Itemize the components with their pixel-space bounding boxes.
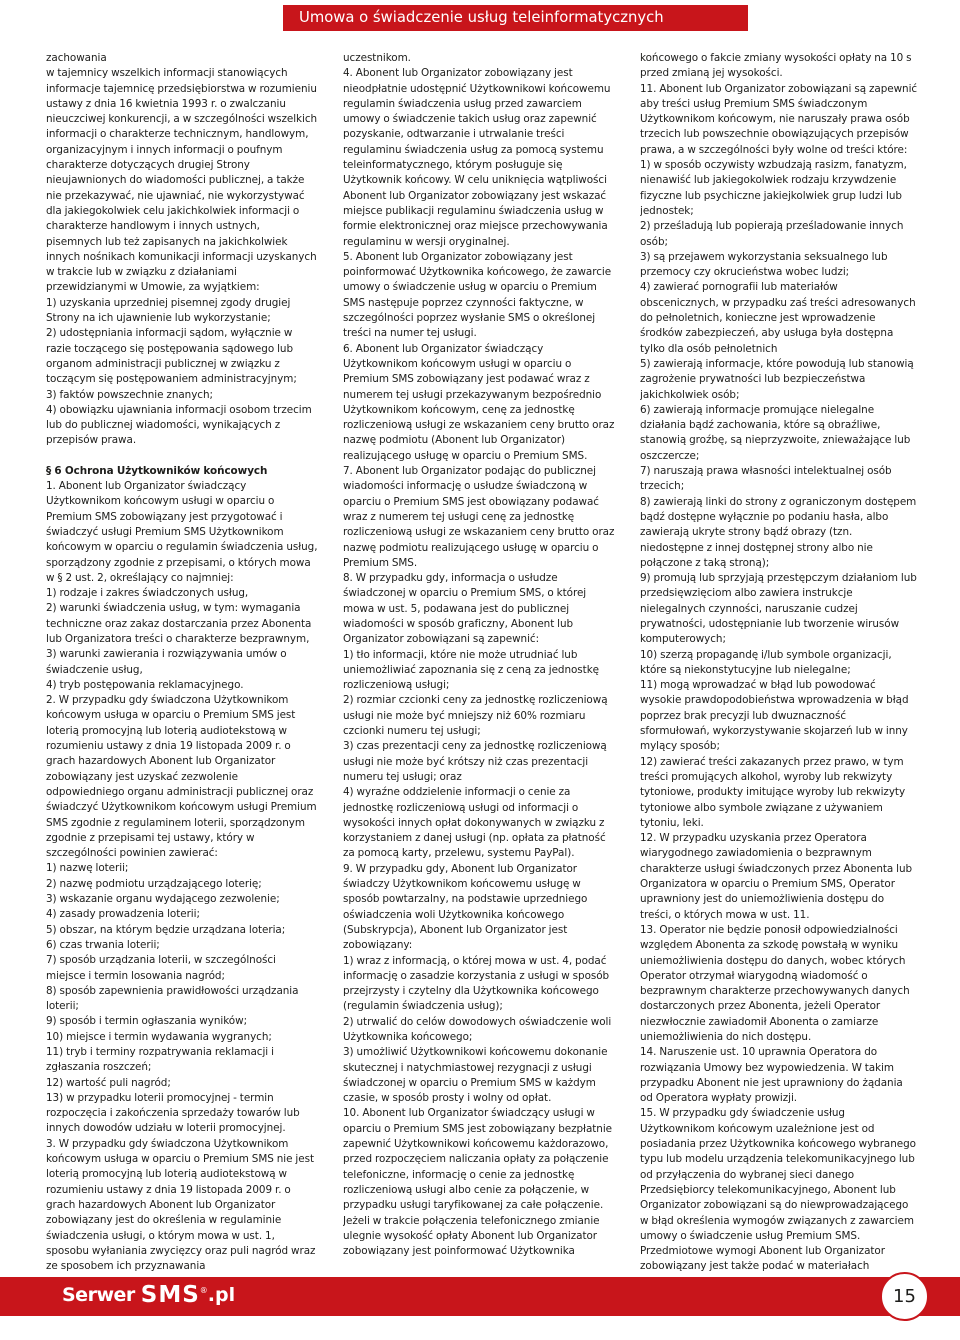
logo-tld: .pl: [207, 1284, 236, 1306]
paragraph: 1) uzyskania uprzedniej pisemnej zgody drugiej Strony na ich ujawnienie lub wykorzystanie;: [46, 296, 291, 325]
paragraph: 5. Abonent lub Organizator zobowiązany jest poinformować Użytkownika końcowego, że zawarcie umowy o świadczenie usług w oparciu o Premium SMS następuje poprzez czynności faktyczne, w szczególności poprzez wysłanie SMS o określonej treści na numer tej usługi.: [343, 250, 612, 340]
paragraph: 1) w sposób oczywisty wzbudzają rasizm, fanatyzm, nienawiść lub jakiegokolwiek rodzaju krzywdzenie fizyczne lub psychiczne jakiejkolwiek grup ludzi lub jednostek;: [640, 159, 907, 217]
header-bar: [283, 5, 748, 31]
paragraph: 10. Abonent lub Organizator świadczący usługi w oparciu o Premium SMS jest zobowiązany bezpłatnie zapewnić Użytkownikowi końcowemu każdorazowo, przed rozpoczęciem naliczania opłaty za połączenie telefoniczne, informację o cenie za jednostkę rozliczeniową usługi albo cenie za połączenie, w przypadku usługi taryfikowanej za całe połączenie. Jeżeli w trakcie połączenia telefonicznego zmianie ulegnie wysokość opłaty Abonent lub Organizator zobowiązany jest poinformować Użytkownika: [343, 1107, 613, 1258]
paragraph: 2) udostępniania informacji sądom, wyłącznie w razie toczącego się postępowania sądowego lub organom administracji publicznej w związku z toczącym się postępowaniem administracyjnym;: [46, 327, 297, 386]
column-1: [46, 51, 318, 1271]
paragraph: 1) wraz z informacją, o której mowa w ust. 4, podać informację o zasadzie korzystania z usługi w sposób przejrzysty i czytelny dla Użytkownika końcowego (regulamin świadczenia usług);: [343, 954, 610, 1013]
paragraph: 6) zawierają informacje promujące nielegalne działania bądź zachowania, które są obraźliwe, stanowią groźbę, są nieprzyzwoite, znieważające lub oszczercze;: [640, 403, 911, 462]
paragraph: zachowania: [46, 52, 107, 64]
paragraph: 3) wskazanie organu wydającego zezwolenie;: [46, 893, 280, 906]
paragraph: 5) obszar, na którym będzie urządzana loteria;: [46, 923, 286, 936]
paragraph: 14. Naruszenie ust. 10 uprawnia Operatora do rozwiązania Umowy bez wypowiedzenia. W takim przypadku Abonent nie jest uprawniony do żądania od Operatora wypłaty prowizji.: [640, 1046, 903, 1105]
paragraph: 2) prześladują lub popierają prześladowanie innych osób;: [640, 220, 904, 248]
paragraph: 9) promują lub sprzyjają przestępczym działaniom lub przedsięwzięciom albo zawiera instrukcje nielegalnych czynności, naruszanie cudzej prywatności, udostępnianie lub tworzenie wirusów komputerowych;: [640, 572, 917, 646]
paragraph: 15. W przypadku gdy świadczenie usług Użytkownikom końcowym uzależnione jest od posiadania przez Użytkownika końcowego wybranego typu lub modelu urządzenia telekomunikacyjnego lub od przyłączenia do wybranej sieci danego Przedsiębiorcy telekomunikacyjnego, Abonent lub Organizator zobowiązani są do niewprowadzającego w błąd określenia wymogów związanych z zawarciem umowy o świadczenie usług Premium SMS. Przedmiotowe wymogi Abonent lub Organizator zobowiązany jest także podać w materiałach: [640, 1107, 916, 1271]
serwersms-logo: [62, 1279, 235, 1311]
paragraph: 4) zawierać pornografii lub materiałów obscenicznych, w przypadku zaś treści adresowanych do pełnoletnich, konieczne jest wprowadzenie środków zabezpieczeń, aby usługa była dostępna tylko dla osób pełnoletnich: [640, 281, 916, 355]
paragraph: 3) warunki zawierania i rozwiązywania umów o świadczenie usług,: [46, 648, 287, 676]
paragraph: 7. Abonent lub Organizator podając do publicznej wiadomości informację o usłudze świadczoną w oparciu o Premium SMS jest obowiązany podawać wraz z numerem tej usługi cenę za jednostkę rozliczeniową usługi ze wskazaniem ceny brutto oraz nazwę podmiotu realizującego usługę w oparciu o Premium SMS.: [343, 465, 615, 569]
paragraph: 12) zawierać treści zakazanych przez prawo, w tym treści promujących alkohol, wyroby lub rekwizyty tytoniowe, produkty imitujące wyroby lub rekwizyty tytoniowe albo symbole związane z używaniem tytoniu, leki.: [640, 755, 906, 829]
paragraph: 10) miejsce i termin wydawania wygranych;: [46, 1030, 272, 1043]
paragraph: 11) tryb i terminy rozpatrywania reklamacji i zgłaszania roszczeń;: [46, 1046, 274, 1074]
paragraph: 2) rozmiar czcionki ceny za jednostkę rozliczeniową usługi nie może być mniejszy niż 60% rozmiaru czcionki numeru tej usługi;: [343, 694, 608, 738]
paragraph: 3) są przejawem wykorzystania seksualnego lub przemocy czy okrucieństwa wobec ludzi;: [640, 250, 888, 279]
section-heading: § 6 Ochrona Użytkowników końcowych: [46, 464, 268, 477]
page-number: 15: [880, 1272, 929, 1321]
paragraph: 6. Abonent lub Organizator świadczący Użytkownikom końcowym usługi w oparciu o Premium SMS zobowiązany jest podawać wraz z numerem tej usługi przekazywanym bezpośrednio Użytkownikom końcowym, cenę za jednostkę rozliczeniową usługi ze wskazaniem ceny brutto oraz nazwę podmiotu (Abonent lub Organizator) realizującego usługę w oparciu o Premium SMS.: [343, 342, 615, 462]
paragraph: 8. W przypadku gdy, informacja o usłudze świadczonej w oparciu o Premium SMS, o której mowa w ust. 5, podawana jest do publicznej wiadomości w sposób graficzny, Abonent lub Organizator zobowiązani są zapewnić:: [343, 572, 587, 646]
paragraph: 9. W przypadku gdy, Abonent lub Organizator świadczy Użytkownikom końcowemu usługę w sposób powtarzalny, na podstawie uprzedniego oświadczenia woli Użytkownika końcowego (Subskrypcja), Abonent lub Organizator jest zobowiązany:: [343, 862, 588, 952]
paragraph: 1) rodzaje i zakres świadczonych usług,: [46, 587, 249, 600]
logo-registered-mark: ®: [199, 1286, 208, 1295]
paragraph: 8) zawierają linki do strony z ograniczonym dostępem bądź dostępne wyłącznie po podaniu hasła, albo zawierają ukryte strony bądź obrazy (tzn. niedostępne z innej dostępnej strony albo nie połączone z taką stroną);: [640, 495, 917, 569]
paragraph: w tajemnicy wszelkich informacji stanowiących informacje tajemnicę przedsiębiorstwa w rozumieniu ustawy z dnia 16 kwietnia 1993 r. o zwalczaniu nieuczciwej konkurencji, a w szczególności wszelkich informacji o charakterze technicznym, handlowym, organizacyjnym i innych informacji o poufnym charakterze dotyczących drugiej Strony nieujawnionych do wiadomości publicznej, a także nie przekazywać, nie ujawniać, nie wykorzystywać dla jakiegokolwiek celu jakichkolwiek informacji o charakterze handlowym i innych ustnych, pisemnych lub też zapisanych na jakichkolwiek innych nośnikach komunikacji informacji uzyskanych w trakcie lub w związku z działaniami przewidzianymi w Umowie, za wyjątkiem:: [46, 67, 318, 294]
paragraph: 4) obowiązku ujawniania informacji osobom trzecim lub do publicznej wiadomości, wynikających z przepisów prawa.: [46, 403, 312, 447]
paragraph: 3. W przypadku gdy świadczona Użytkownikom końcowym usługa w oparciu o Premium SMS nie jest loterią promocyjną lub loterią audiotekstową w rozumieniu ustawy z dnia 19 listopada 2009 r. o grach hazardowych Abonent lub Organizator zobowiązany jest do określenia w regulaminie świadczenia usługi, o którym mowa w ust. 1, sposobu wyłaniania zwycięzcy oraz puli nagród wraz ze sposobem ich przyznawania: [46, 1137, 316, 1271]
paragraph: 11. Abonent lub Organizator zobowiązani są zapewnić aby treści usług Premium SMS świadczonym Użytkownikom końcowym, nie naruszały prawa osób trzecich lub powszechnie obowiązujących przepisów prawa, a w szczególności były wolne od treści które:: [640, 82, 918, 156]
paragraph: 12) wartość puli nagród;: [46, 1076, 171, 1089]
paragraph: 13. Operator nie będzie ponosił odpowiedzialności względem Abonenta za szkodę powstałą w wyniku uniemożliwienia dostępu do danych, wobec których Operator otrzymał wiarygodną wiadomość o bezprawnym charakterze przechowywanych danych dostarczonych przez Abonenta, jeżeli Operator niezwłocznie zawiadomił Abonenta o zamiarze uniemożliwienia do nich dostępu.: [640, 923, 910, 1043]
paragraph: uczestnikom.: [343, 52, 411, 64]
paragraph: 2. W przypadku gdy świadczona Użytkownikom końcowym usługa w oparciu o Premium SMS jest loterią promocyjną lub loterią audiotekstową w rozumieniu ustawy z dnia 19 listopada 2009 r. o grach hazardowych Abonent lub Organizator zobowiązany jest uzyskać zezwolenie odpowiedniego organu administracji publicznej oraz świadczyć Użytkownikom końcowym usługi Premium SMS zgodnie z regulaminem loterii, sporządzonym zgodnie z przepisami tej ustawy, który w szczególności powinien zawierać:: [46, 694, 317, 860]
paragraph: 6) czas trwania loterii;: [46, 938, 160, 951]
paragraph: 9) sposób i termin ogłaszania wyników;: [46, 1015, 248, 1028]
column-2: [343, 51, 615, 1271]
paragraph: 13) w przypadku loterii promocyjnej - termin rozpoczęcia i zakończenia sprzedaży towarów lub innych dowodów udziału w loterii promocyjnej.: [46, 1091, 300, 1135]
paragraph: 1. Abonent lub Organizator świadczący Użytkownikom końcowym usługi w oparciu o Premium SMS zobowiązany jest przygotować i świadczyć usługi Premium SMS Użytkownikom końcowym w oparciu o regulamin świadczenia usług, sporządzony zgodnie z przepisami, o których mowa w § 2 ust. 2, określający co najmniej:: [46, 480, 318, 584]
paragraph: 2) warunki świadczenia usług, w tym: wymagania techniczne oraz zakaz dostarczania przez Abonenta lub Organizatora treści o charakterze bezprawnym,: [46, 602, 312, 645]
logo-word: Serwer: [62, 1284, 135, 1306]
paragraph: końcowego o fakcie zmiany wysokości opłaty na 10 s przed zmianą jej wysokości.: [640, 52, 912, 80]
paragraph: 11) mogą wprowadzać w błąd lub powodować wysokie prawdopodobieństwa wprowadzenia w błąd poprzez brak precyzji lub dwuznaczność sformułowań, wykorzystywanie skojarzeń lub w inny mylący sposób;: [640, 679, 909, 753]
paragraph: 3) faktów powszechnie znanych;: [46, 388, 213, 401]
paragraph: 4) zasady prowadzenia loterii;: [46, 908, 200, 921]
paragraph: 12. W przypadku uzyskania przez Operatora wiarygodnego zawiadomienia o bezprawnym charakterze usługi świadczonych przez Abonenta lub Organizatora w oparciu o Premium SMS, Operator uprawniony jest do uniemożliwienia dostępu do treści, o których mowa w ust. 11.: [640, 832, 913, 921]
paragraph: 7) sposób urządzania loterii, w szczególności miejsce i termin losowania nagród;: [46, 954, 276, 982]
paragraph: 4) wyraźne oddzielenie informacji o cenie za jednostkę rozliczeniową usługi od informacji o wysokości innych opłat dokonywanych w związku z korzystaniem z danej usługi (np. opłata za płatność za pomocą karty, przelewu, systemu PayPal).: [343, 786, 606, 860]
paragraph: 1) nazwę loterii;: [46, 862, 129, 875]
paragraph: 5) zawierają informacje, które powodują lub stanowią zagrożenie prywatności lub bezpieczeństwa jakichkolwiek osób;: [640, 357, 914, 401]
paragraph: 3) umożliwić Użytkownikowi końcowemu dokonanie skutecznej i natychmiastowej rezygnacji z usługi świadczonej w oparciu o Premium SMS w każdym czasie, w sposób prosty i wolny od opłat.: [343, 1046, 608, 1105]
paragraph: 10) szerzą propagandę i/lub symbole organizacji, które są niekonstytucyjne lub nielegalne;: [640, 648, 892, 676]
paragraph: 8) sposób zapewnienia prawidłowości urządzania loterii;: [46, 984, 299, 1013]
paragraph: 2) utrwalić do celów dowodowych oświadczenie woli Użytkownika końcowego;: [343, 1015, 612, 1043]
document-title: Umowa o świadczenie usług teleinformatycznych: [299, 9, 664, 26]
paragraph: 4) tryb postępowania reklamacyjnego.: [46, 678, 244, 691]
paragraph: 7) naruszają prawa własności intelektualnej osób trzecich;: [640, 465, 892, 493]
paragraph: 1) tło informacji, które nie może utrudniać lub uniemożliwiać zapoznania się z ceną za jednostkę rozliczeniową usługi;: [343, 648, 600, 692]
paragraph: 3) czas prezentacji ceny za jednostkę rozliczeniową usługi nie może być krótszy niż czas prezentacji numeru tej usługi; oraz: [343, 740, 607, 783]
logo-sms: SMS: [140, 1282, 200, 1308]
paragraph: 4. Abonent lub Organizator zobowiązany jest nieodpłatnie udostępnić Użytkownikowi końcowemu regulamin świadczenia usług przed zawarciem umowy o świadczenie takich usług oraz zapewnić pozyskanie, odtwarzanie i utrwalanie treści regulaminu świadczenia usług za pomocą systemu teleinformatycznego, którym posługuje się Użytkownik końcowy. W celu uniknięcia wątpliwości Abonent lub Organizator zobowiązany jest wskazać miejsce publikacji regulaminu świadczenia usług w formie elektronicznej oraz miejsce przechowywania regulaminu w wersji oryginalnej.: [343, 67, 611, 248]
paragraph: 2) nazwę podmiotu urządzającego loterię;: [46, 877, 262, 890]
column-3: [640, 51, 918, 1271]
